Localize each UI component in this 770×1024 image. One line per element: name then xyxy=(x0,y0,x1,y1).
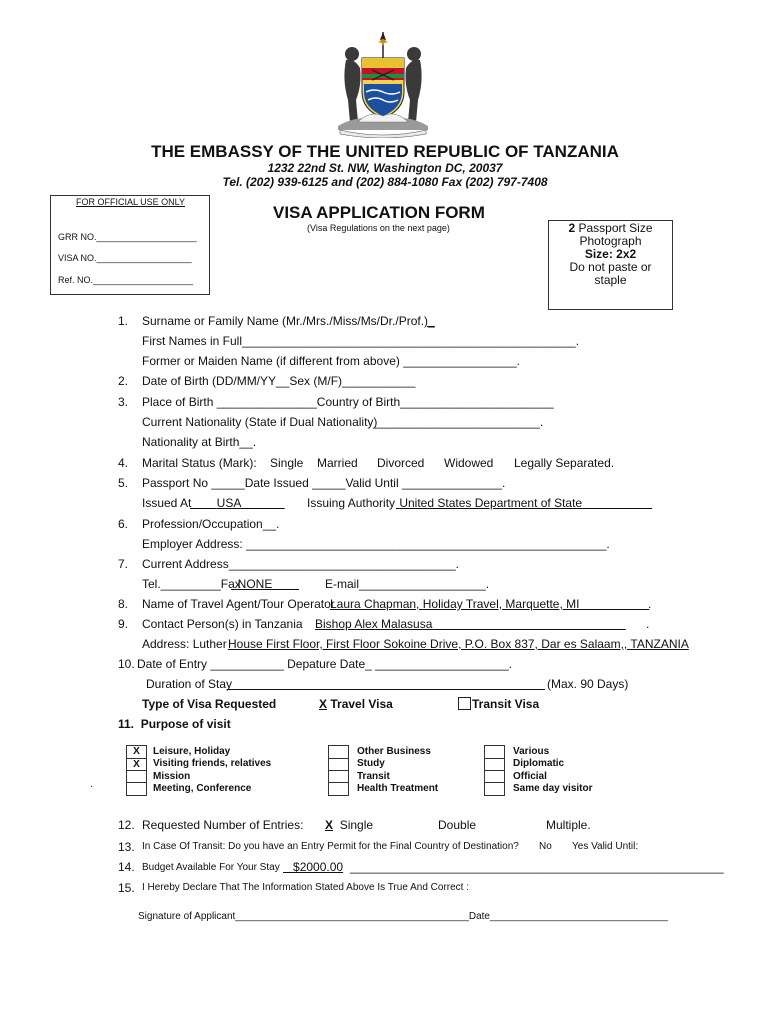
purpose-heading: 11. Purpose of visit xyxy=(118,717,231,731)
purpose-checkbox[interactable]: X xyxy=(127,758,146,771)
contact-address-label: Address: Luther xyxy=(142,637,227,651)
question-number-14: 14. xyxy=(118,860,135,874)
purpose-health: Health Treatment xyxy=(357,782,439,794)
issued-at-value[interactable]: USA xyxy=(216,496,242,510)
contact-person-end: . xyxy=(646,617,650,631)
email-field[interactable]: E-mail___________________. xyxy=(325,577,490,591)
photo-size-text: Passport Size xyxy=(575,221,653,235)
declaration-text: I Hereby Declare That The Information Stated Above Is True And Correct : xyxy=(142,882,470,893)
question-number-2: 2. xyxy=(118,374,129,388)
transit-visa-option[interactable]: Transit Visa xyxy=(458,697,539,711)
budget-label: Budget Available For Your Stay xyxy=(142,862,280,873)
current-nationality-label: Current Nationality (State if Dual Nationality) xyxy=(142,415,378,429)
ref-number-field[interactable]: Ref. NO.____________________ xyxy=(58,275,194,285)
question-number-13: 13. xyxy=(118,840,135,854)
purpose-checkboxes-col3 xyxy=(484,745,505,796)
former-name-field[interactable]: Former or Maiden Name (if different from above) _________________. xyxy=(142,354,520,368)
current-address-field[interactable]: Current Address__________________________________. xyxy=(142,557,459,571)
travel-visa-option[interactable]: X Travel Visa xyxy=(319,697,393,711)
photo-count: 2 xyxy=(568,221,576,235)
purpose-visiting: Visiting friends, relatives xyxy=(153,758,272,770)
duration-line[interactable] xyxy=(227,689,545,690)
travel-agent-value[interactable]: Laura Chapman, Holiday Travel, Marquette, MI xyxy=(330,597,580,611)
question-number-8: 8. xyxy=(118,597,129,611)
employer-address-field[interactable]: Employer Address: ______________________________________________________. xyxy=(142,537,610,551)
travel-agent-end: . xyxy=(648,597,652,611)
visa-number-field[interactable]: VISA NO.___________________ xyxy=(58,253,192,263)
purpose-study: Study xyxy=(357,758,385,770)
issuing-authority-label: Issuing Authority xyxy=(307,496,396,510)
photo-dimensions: Size: 2x2 xyxy=(584,247,637,261)
form-title: VISA APPLICATION FORM xyxy=(273,203,485,222)
date-of-birth-field[interactable]: Date of Birth (DD/MM/YY__Sex (M/F)___________ xyxy=(142,374,416,388)
photo-instruction-2: staple xyxy=(594,273,627,287)
marital-option-divorced[interactable]: Divorced xyxy=(377,456,425,470)
purpose-labels-col3 xyxy=(513,746,592,795)
travel-agent-label: Name of Travel Agent/Tour Operator xyxy=(142,597,335,611)
entries-label: Requested Number of Entries: xyxy=(142,818,304,832)
profession-field[interactable]: Profession/Occupation__. xyxy=(142,517,280,531)
purpose-other-business: Other Business xyxy=(357,746,431,757)
transit-visa-checkbox[interactable] xyxy=(458,697,471,710)
budget-line: ________________________________________________________ xyxy=(350,860,724,874)
purpose-checkbox[interactable] xyxy=(329,746,348,758)
purpose-same-day: Same day visitor xyxy=(513,782,593,794)
nationality-at-birth-field[interactable]: Nationality at Birth__. xyxy=(142,435,257,449)
purpose-mission: Mission xyxy=(153,770,191,782)
duration-label: Duration of Stay xyxy=(146,677,233,691)
transit-permit-yes[interactable]: Yes Valid Until: xyxy=(572,841,639,852)
photo-label: Photograph xyxy=(579,234,642,248)
passport-field[interactable]: Passport No _____Date Issued _____Valid Until _______________. xyxy=(142,476,506,490)
contact-person-label: Contact Person(s) in Tanzania xyxy=(142,617,303,631)
budget-value[interactable]: $2000.00 xyxy=(293,860,344,874)
purpose-checkbox[interactable] xyxy=(329,782,348,795)
official-use-heading: FOR OFFICIAL USE ONLY xyxy=(76,197,186,207)
purpose-labels-col2 xyxy=(357,746,438,795)
place-of-birth-field[interactable]: Place of Birth _______________Country of Birth_______________________ xyxy=(142,395,554,409)
purpose-leisure: Leisure, Holiday xyxy=(153,746,231,757)
question-number-4: 4. xyxy=(118,456,129,470)
visa-type-label: Type of Visa Requested xyxy=(142,697,277,711)
marital-option-married[interactable]: Married xyxy=(317,456,358,470)
passport-photo-box xyxy=(548,220,673,310)
contact-person-value[interactable]: Bishop Alex Malasusa xyxy=(315,617,433,631)
purpose-checkbox[interactable] xyxy=(127,782,146,795)
entries-option-double[interactable]: Double xyxy=(438,818,477,832)
fax-value[interactable]: NONE xyxy=(237,577,273,591)
question-number-7: 7. xyxy=(118,557,129,571)
purpose-various: Various xyxy=(513,746,550,757)
question-number-6: 6. xyxy=(118,517,129,531)
signature-line[interactable]: Signature of Applicant__________________________________________Date________________________________ xyxy=(138,911,668,922)
regulations-note: (Visa Regulations on the next page) xyxy=(307,223,450,233)
contact-address-value[interactable]: House First Floor, First Floor Sokoine Drive, P.O. Box 837, Dar es Salaam,, TANZANIA xyxy=(228,637,689,651)
marital-option-single[interactable]: Single xyxy=(270,456,304,470)
question-number-9: 9. xyxy=(118,617,129,631)
question-number-15: 15. xyxy=(118,881,135,895)
current-nationality-field[interactable]: _________________________. xyxy=(373,415,544,429)
question-number-5: 5. xyxy=(118,476,129,490)
transit-permit-no[interactable]: No xyxy=(539,841,552,852)
purpose-meeting: Meeting, Conference xyxy=(153,782,252,794)
stray-mark: · xyxy=(90,781,94,792)
embassy-address: 1232 22nd St. NW, Washington DC, 20037 xyxy=(267,161,503,175)
purpose-checkboxes-col1 xyxy=(126,745,147,796)
marital-status-label: Marital Status (Mark): xyxy=(142,456,257,470)
purpose-transit: Transit xyxy=(357,770,390,782)
marital-option-separated[interactable]: Legally Separated. xyxy=(514,456,615,470)
first-names-field[interactable]: First Names in Full__________________________________________________. xyxy=(142,334,580,348)
photo-instruction: Do not paste or xyxy=(569,260,652,274)
issuing-authority-value[interactable]: United States Department of State xyxy=(399,496,583,510)
purpose-labels-col1 xyxy=(153,746,271,795)
purpose-checkboxes-col2 xyxy=(328,745,349,796)
purpose-diplomatic: Diplomatic xyxy=(513,758,565,770)
marital-option-widowed[interactable]: Widowed xyxy=(444,456,494,470)
question-number-12: 12. xyxy=(118,818,135,832)
date-of-entry-field[interactable]: Date of Entry ___________ Depature Date_ ____________________. xyxy=(137,657,512,671)
purpose-checkbox[interactable]: X xyxy=(133,746,140,757)
issued-at-label: Issued At xyxy=(142,496,192,510)
surname-field[interactable]: Surname or Family Name (Mr./Mrs./Miss/Ms/Dr./Prof.)_ xyxy=(142,314,435,328)
duration-max: (Max. 90 Days) xyxy=(547,677,629,691)
transit-permit-question: In Case Of Transit: Do you have an Entry Permit for the Final Country of Destination? xyxy=(142,841,519,852)
embassy-phone: Tel. (202) 939-6125 and (202) 884-1080 Fax (202) 797-7408 xyxy=(222,175,548,189)
tel-field[interactable]: Tel._________Fax xyxy=(142,577,241,591)
purpose-checkbox[interactable] xyxy=(485,746,504,758)
question-number-3: 3. xyxy=(118,395,129,409)
grr-number-field[interactable]: GRR NO.____________________ xyxy=(58,232,197,242)
embassy-title: THE EMBASSY OF THE UNITED REPUBLIC OF TANZANIA xyxy=(151,142,619,161)
official-use-box xyxy=(50,195,210,295)
coat-of-arms-emblem xyxy=(328,30,438,138)
purpose-official: Official xyxy=(513,770,547,782)
entries-option-single[interactable]: X Single xyxy=(325,818,374,832)
purpose-checkbox[interactable] xyxy=(485,782,504,795)
question-number-10: 10. xyxy=(118,657,135,671)
question-number-1: 1. xyxy=(118,314,129,328)
entries-option-multiple[interactable]: Multiple. xyxy=(546,818,591,832)
